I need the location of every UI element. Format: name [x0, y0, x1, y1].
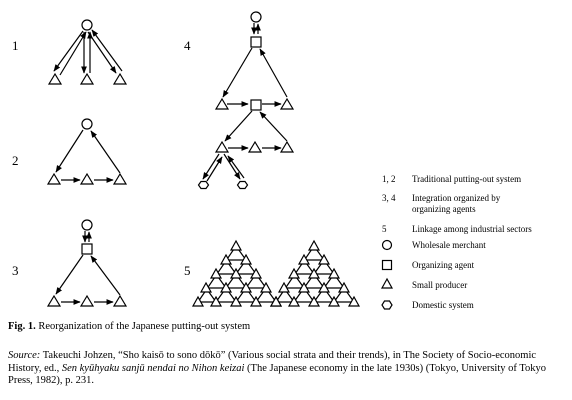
legend-key-1-2: 1, 2: [382, 174, 396, 184]
legend-hexagon-icon: [382, 301, 392, 309]
panel-number-1: 1: [12, 38, 19, 53]
panel-3-diagram: [48, 220, 126, 306]
small-producer-node: [216, 99, 228, 109]
panel-4-diagram: [199, 12, 294, 189]
caption-text: Reorganization of the Japanese putting-out system: [38, 321, 251, 332]
small-producer-node: [114, 74, 126, 84]
source-text-part2: (The Japanese economy in the late 1930s) (Tokyo, University of Tokyo Press, 1982), p. 231.: [8, 362, 547, 386]
wholesale-merchant-node: [82, 20, 92, 30]
flow-arrow: [88, 32, 116, 73]
panel-2-diagram: [48, 119, 126, 184]
organizing-agent-node: [251, 100, 261, 110]
flow-arrow: [228, 156, 244, 178]
small-producer-node: [281, 99, 293, 109]
legend-circle-icon: [383, 241, 392, 250]
wholesale-merchant-node: [82, 119, 92, 129]
small-producer-node: [281, 142, 293, 152]
panel-number-2: 2: [12, 153, 19, 168]
flow-arrow: [225, 111, 252, 141]
flow-arrow: [91, 256, 120, 295]
legend-text-1-2: Traditional putting-out system: [412, 174, 522, 184]
small-producer-node: [81, 174, 93, 184]
network-right: [271, 241, 359, 306]
flow-arrow: [56, 255, 83, 294]
source-label: Source:: [8, 350, 41, 361]
source-book-title: Sen kyūhyaku sanjū nendai no Nihon keizai: [61, 362, 245, 374]
small-producer-node: [81, 74, 93, 84]
legend-key-5: 5: [382, 224, 387, 234]
source-text-part1: Takeuchi Johzen, “Sho kaisō to sono dōkō” (Various social strata and their trends), in The Society of Socio-economic History, ed.,: [8, 350, 537, 374]
flow-arrow: [60, 32, 86, 75]
organizing-agent-node: [82, 244, 92, 254]
small-producer-node: [249, 142, 261, 152]
flow-arrow: [56, 130, 83, 172]
legend-organizing-agent: Organizing agent: [412, 260, 475, 270]
wholesale-merchant-node: [251, 12, 261, 22]
legend-text-5: Linkage among industrial sectors: [412, 224, 532, 234]
legend-key-3-4: 3, 4: [382, 193, 396, 203]
legend-square-icon: [383, 261, 392, 270]
small-producer-node: [216, 142, 228, 152]
flow-arrow: [54, 31, 83, 71]
panel-5-diagram: [193, 241, 359, 306]
panel-number-3: 3: [12, 263, 19, 278]
network-nodes: [271, 241, 359, 306]
flow-arrow: [260, 49, 287, 97]
wholesale-merchant-node: [82, 220, 92, 230]
source-note: [8, 350, 564, 388]
small-producer-node: [48, 296, 60, 306]
small-producer-node: [81, 296, 93, 306]
network-nodes: [193, 241, 281, 306]
legend-wholesale-merchant: Wholesale merchant: [412, 240, 486, 250]
caption-label: Fig. 1.: [8, 321, 36, 332]
flow-arrow: [260, 112, 287, 141]
figure-caption: [8, 321, 250, 332]
panel-number-4: 4: [184, 38, 191, 53]
legend-text-3-4: Integration organized by organizing agents: [412, 193, 501, 214]
legend-domestic-system: Domestic system: [412, 300, 474, 310]
domestic-system-node: [238, 182, 248, 189]
legend-small-producer: Small producer: [412, 280, 468, 290]
small-producer-node: [309, 241, 319, 250]
flow-arrow: [91, 131, 120, 173]
panel-number-5: 5: [184, 263, 191, 278]
flow-arrow: [224, 154, 240, 179]
small-producer-node: [231, 241, 241, 250]
network-left: [193, 241, 281, 306]
legend-triangle-icon: [382, 279, 392, 288]
panel-1-diagram: [49, 20, 126, 84]
domestic-system-node: [199, 182, 209, 189]
small-producer-node: [114, 296, 126, 306]
small-producer-node: [114, 174, 126, 184]
small-producer-node: [49, 74, 61, 84]
small-producer-node: [48, 174, 60, 184]
flow-arrow: [92, 30, 122, 71]
flow-arrow: [223, 48, 252, 97]
organizing-agent-node: [251, 37, 261, 47]
